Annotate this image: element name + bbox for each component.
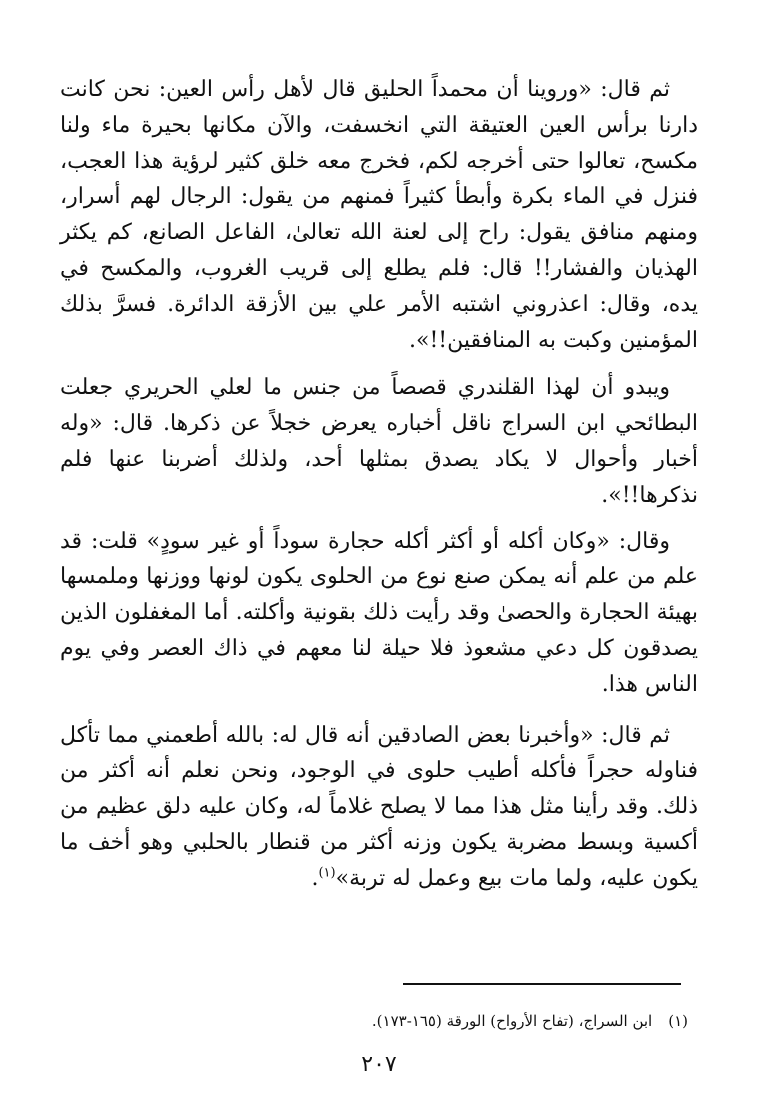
footnote-number: (١)	[668, 1012, 688, 1030]
page-body	[60, 72, 698, 897]
paragraph-3-text: وقال: «وكان أكله أو أكثر أكله حجارة سوداً أو غير سودٍ» قلت: قد علم من علم أنه يمكن صنع نوع من الحلوى يكون لونها ووزنها وملمسها بهيئة الحجارة والحصىٰ وقد رأيت ذلك بقونية وأكلته. أما المغفلون الذين يصدقون كل دعي مشعوذ فلا حيلة لنا معهم في ذاك العصر وفي يوم الناس هذا.	[60, 528, 698, 697]
paragraph-1-text: ثم قال: «وروينا أن محمداً الحليق قال لأهل رأس العين: نحن كانت دارنا برأس العين العتيقة التي انخسفت، والآن مكانها بحيرة ماء ولنا مكسح، تعالوا حتى أخرجه لكم، فخرج معه خلق كثير لرؤية هذا العجب، فنزل في الماء بكرة وأبطأ كثيراً فمنهم من يقول: الرجال لهم أسرار، ومنهم منافق يقول: راح إلى لعنة الله تعالىٰ، الفاعل الصانع، كم يكثر الهذيان والفشار!! قال: فلم يطلع إلى قريب الغروب، والمكسح في يده، وقال: اعذروني اشتبه الأمر علي بين الأزقة الدائرة. فسرَّ بذلك المؤمنين وكبت به المنافقين!!».	[60, 77, 698, 353]
paragraph-4-text: ثم قال: «وأخبرنا بعض الصادقين أنه قال له: بالله أطعمني مما تأكل فناوله حجراً فأكله أطيب حلوى في الوجود، ونحن نعلم أنه أكثر من ذلك. وقد رأينا مثل هذا مما لا يصلح غلاماً له، وكان عليه دلق عظيم من أكسية وبسط مضربة يكون وزنه أكثر من قنطار بالحلبي وهو أخف ما يكون عليه، ولما مات بيع وعمل له تربة»	[60, 722, 698, 891]
paragraph-4	[60, 718, 698, 897]
paragraph-1	[60, 72, 698, 358]
paragraph-2-text: ويبدو أن لهذا القلندري قصصاً من جنس ما لعلي الحريري جعلت البطائحي ابن السراج ناقل أخباره يعرض خجلاً عن ذكرها. قال: «وله أخبار وأحوال لا يكاد يصدق بمثلها أحد، ولذلك أضربنا عنها فلم نذكرها!!».	[60, 375, 698, 508]
footnote-separator	[403, 983, 681, 985]
paragraph-3	[60, 524, 698, 703]
footnote	[60, 1011, 688, 1031]
page-number: ٢٠٧	[361, 1052, 397, 1077]
footnote-reference: (١)	[318, 865, 336, 881]
paragraph-4-tail: .	[311, 865, 319, 891]
paragraph-2	[60, 370, 698, 513]
footnote-text: ابن السراج، (تفاح الأرواح) الورقة (١٦٥-١٧٣).	[371, 1012, 653, 1030]
